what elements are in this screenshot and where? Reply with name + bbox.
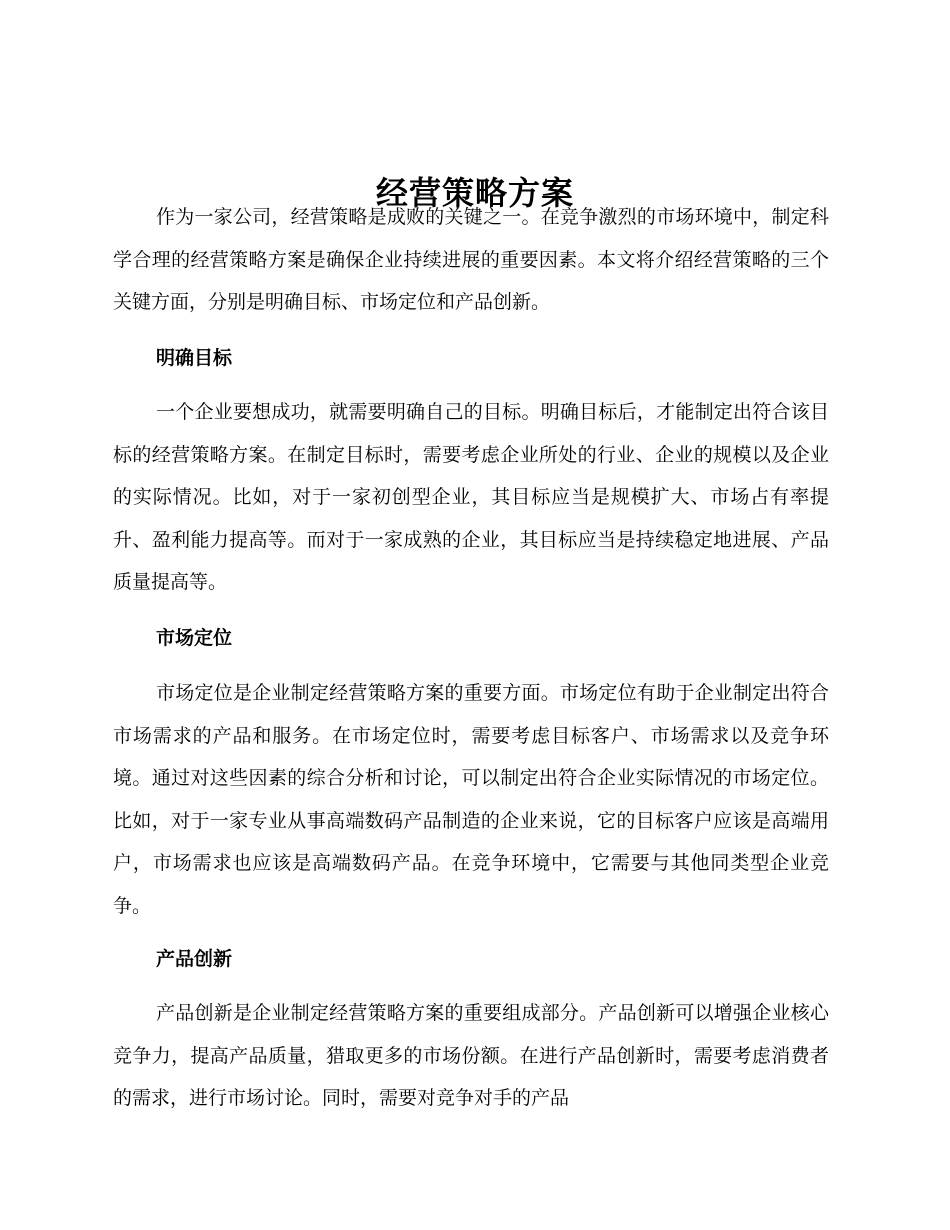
intro-paragraph: 作为一家公司，经营策略是成败的关键之一。在竞争激烈的市场环境中，制定科学合理的经营策略方案是确保企业持续进展的重要因素。本文将介绍经营策略的三个关键方面，分别是明确目标、市场定位和产品创新。 [113, 206, 829, 313]
section-body-goals: 一个企业要想成功，就需要明确自己的目标。明确目标后，才能制定出符合该目标的经营策略方案。在制定目标时，需要考虑企业所处的行业、企业的规模以及企业的实际情况。比如，对于一家初创型企业，其目标应当是规模扩大、市场占有率提升、盈利能力提高等。而对于一家成熟的企业，其目标应当是持续稳定地进展、产品质量提高等。 [113, 401, 829, 593]
section-heading-positioning: 市场定位 [156, 627, 233, 649]
section-heading-goals: 明确目标 [156, 347, 233, 369]
section-body-positioning: 市场定位是企业制定经营策略方案的重要方面。市场定位有助于企业制定出符合市场需求的产品和服务。在市场定位时，需要考虑目标客户、市场需求以及竞争环境。通过对这些因素的综合分析和讨论，可以制定出符合企业实际情况的市场定位。比如，对于一家专业从事高端数码产品制造的企业来说，它的目标客户应该是高端用户，市场需求也应该是高端数码产品。在竞争环境中，它需要与其他同类型企业竞争。 [113, 682, 829, 917]
section-body-innovation: 产品创新是企业制定经营策略方案的重要组成部分。产品创新可以增强企业核心竞争力，提高产品质量，猎取更多的市场份额。在进行产品创新时，需要考虑消费者的需求，进行市场讨论。同时，需要对竞争对手的产品 [113, 1002, 829, 1109]
document-title: 经营策略方案 [375, 174, 574, 213]
section-heading-innovation: 产品创新 [156, 948, 233, 970]
